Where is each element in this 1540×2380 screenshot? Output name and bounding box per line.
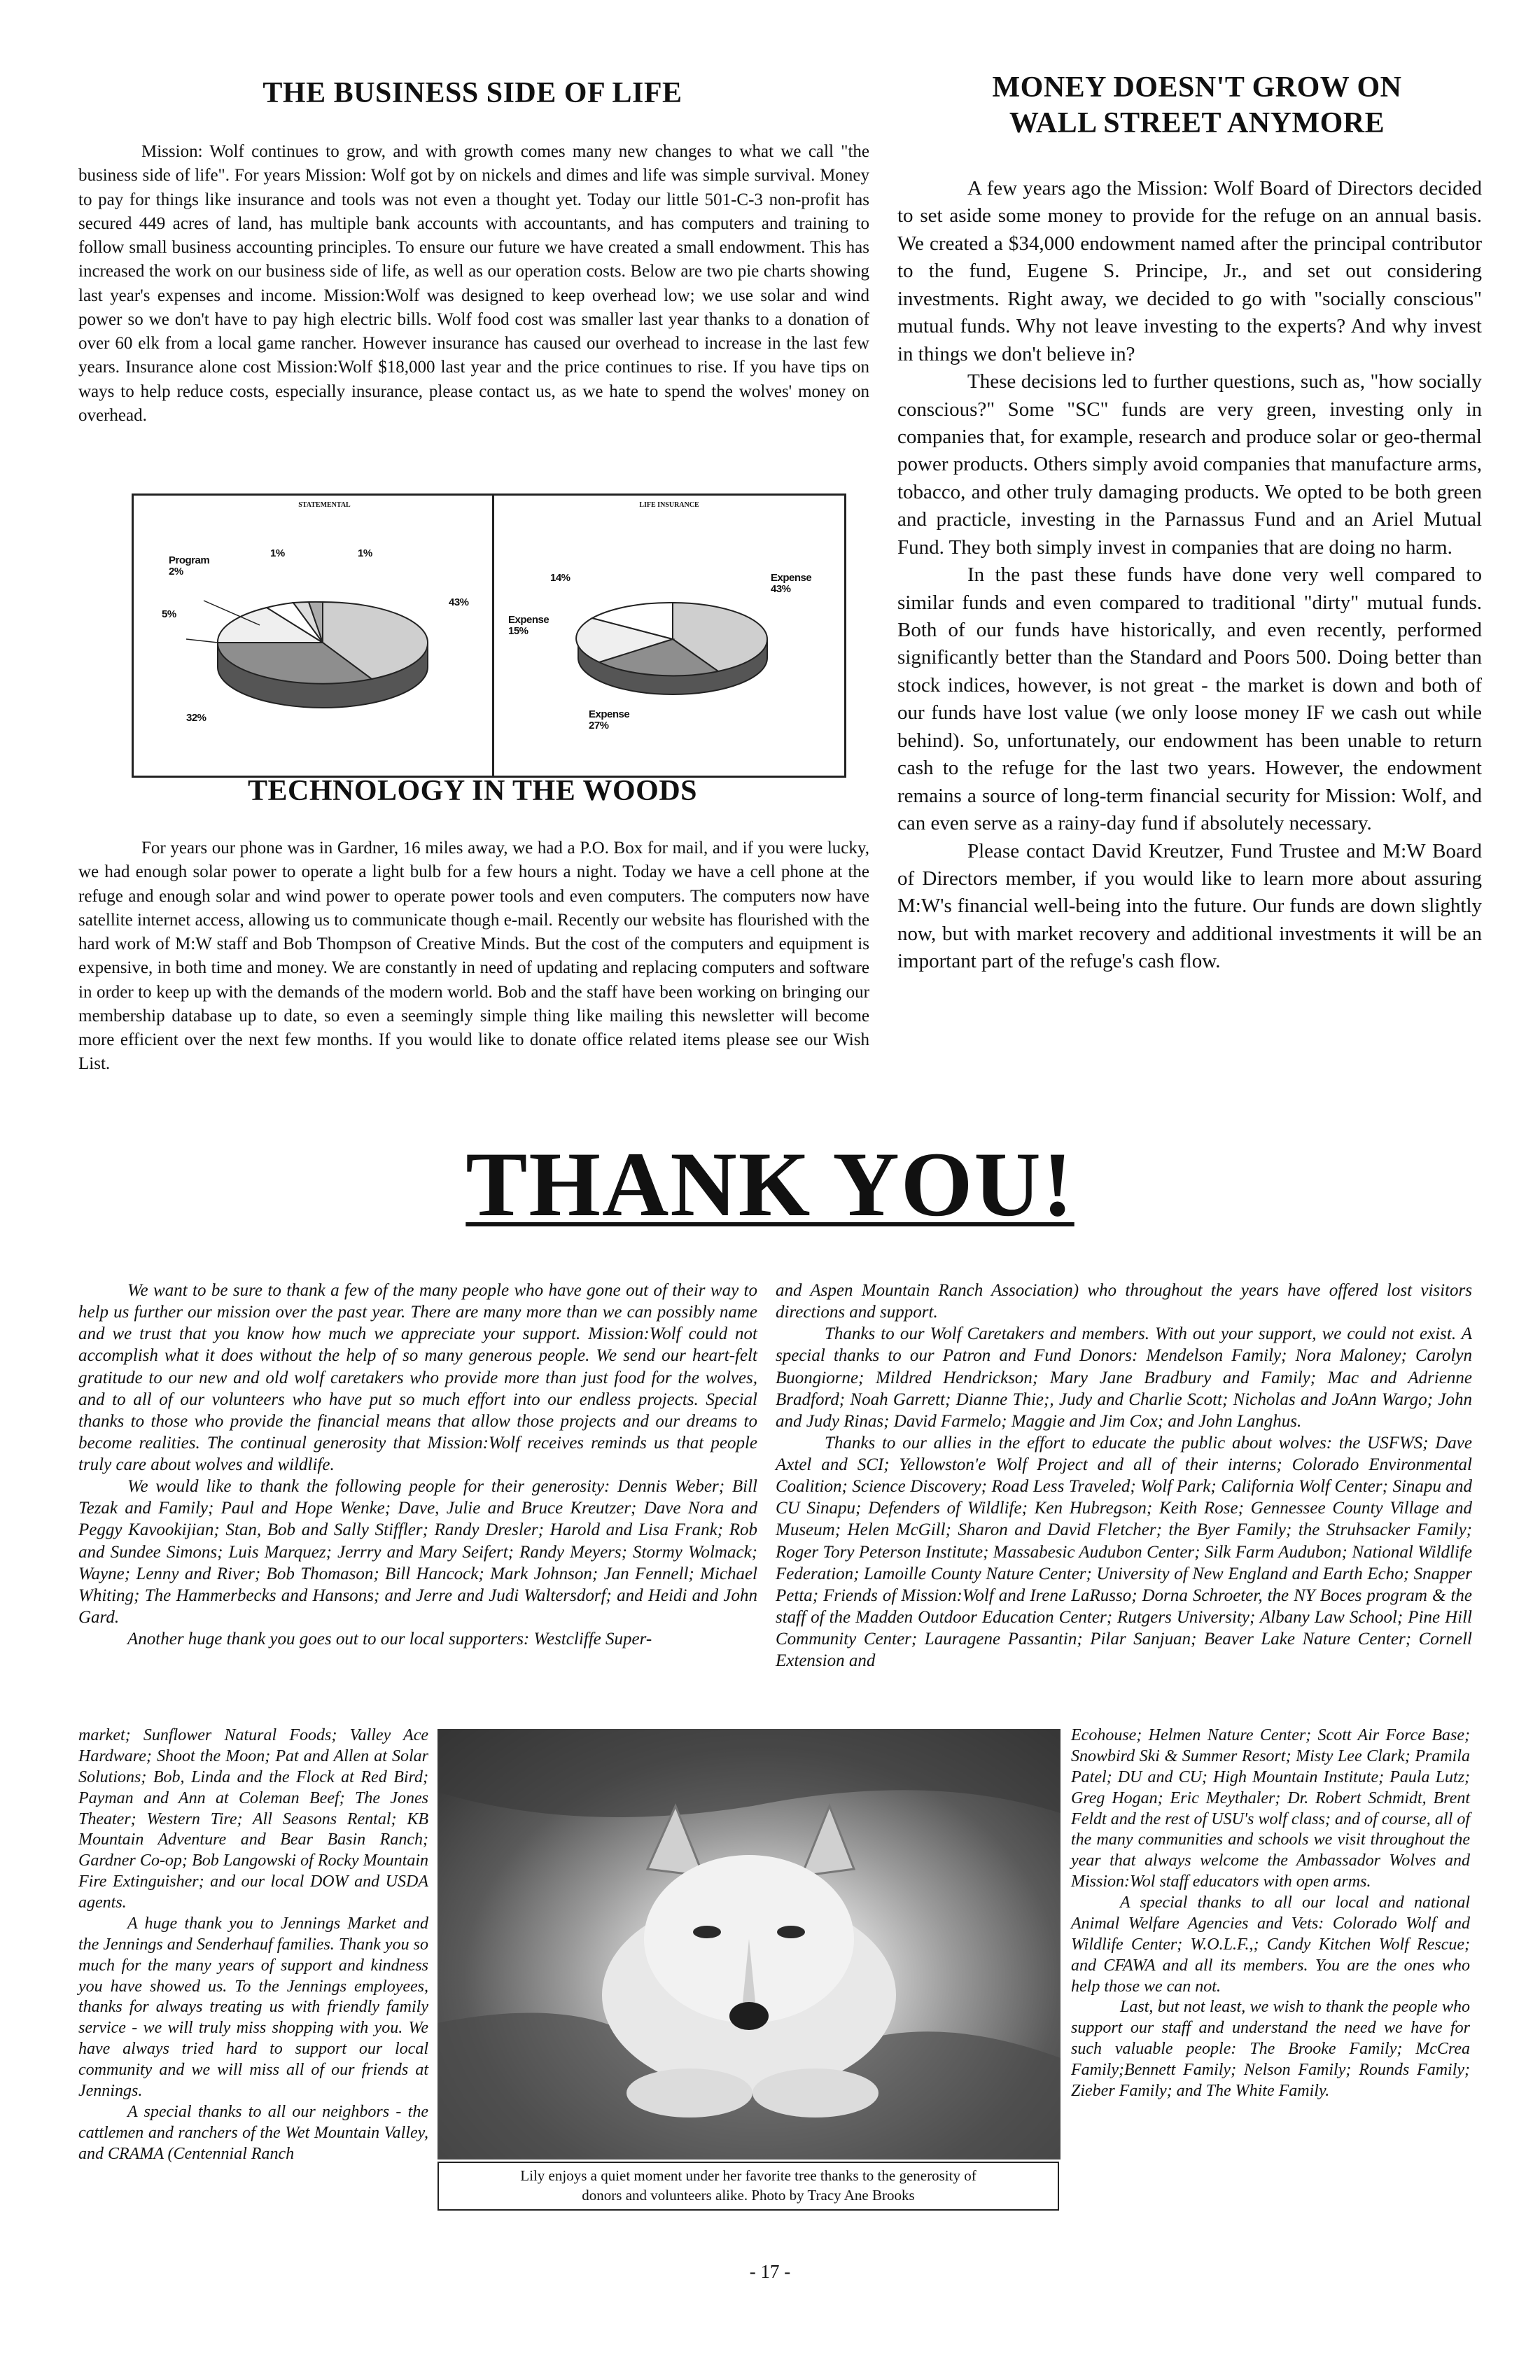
thanks-right-p1: Thanks to our Wolf Caretakers and members. With out your support, we could not exist. A special thanks to our Patron and Fund Donors: Mendelson Family; Nora Maloney; Carolyn Buongiorne; Mildred Hendrickson; Mary Jane Bradbury and Family; Mac and Adrienne Bradford; Noah Garrett; Dianne Thie;, Judy and Charlie Scott; Nicholas and JoAnn Wargo; John and Judy Rinas; David Farmelo; Maggie and Jim Cox; and John Langhus. xyxy=(776,1324,1472,1431)
money-p2: These decisions led to further questions, such as, "how socially conscious?" Some "SC" funds are very green, investing only in companies that, for example, research and produce solar or geo-thermal power products. Others simply avoid companies that manufacture arms, tobacco, and other truly damaging products. We opted to be both green and practicle, investing in the Parnassus Fund and an Ariel Mutual Fund. They both simply invest in companies that are doing no harm. xyxy=(897,370,1482,559)
business-article xyxy=(78,140,869,428)
money-title-line1: MONEY DOESN'T GROW ON xyxy=(992,71,1402,104)
wolf-photo xyxy=(438,1729,1060,2160)
income-chart-title: LIFE INSURANCE xyxy=(639,501,699,509)
expenses-label-program: Program 2% xyxy=(169,554,210,578)
expenses-label-1b: 1% xyxy=(358,547,372,559)
technology-title: TECHNOLOGY IN THE WOODS xyxy=(247,775,698,807)
page-number: - 17 - xyxy=(749,2261,791,2282)
thank-you-heading xyxy=(350,1130,1190,1238)
thanks-left-narrow-column xyxy=(78,1726,428,2164)
thanks-left-p5: A special thanks to all our neighbors - the cattlemen and ranchers of the Wet Mountain Valley, and CRAMA (Centennial Ranch xyxy=(78,2102,428,2163)
business-title: THE BUSINESS SIDE OF LIFE xyxy=(262,77,682,109)
income-label-15: Expense 15% xyxy=(508,614,550,637)
income-label-27: Expense 27% xyxy=(589,708,630,732)
expenses-pie-svg xyxy=(134,496,515,776)
money-p1: A few years ago the Mission: Wolf Board of Directors decided to set aside some money to provide for the refuge on an annual basis. We created a $34,000 endowment named after the principal contributor to the fund, Eugene S. Principe, Jr., and set out considering investments. Right away, we decided to go with "socially conscious" mutual funds. Why not leave investing to the experts? And why invest in things we don't believe in? xyxy=(897,177,1482,365)
money-title xyxy=(889,70,1505,141)
expenses-label-32: 32% xyxy=(186,712,206,724)
photo-caption-line2: donors and volunteers alike. Photo by Tracy Ane Brooks xyxy=(582,2187,915,2204)
money-article xyxy=(897,175,1482,976)
expenses-chart-title: STATEMENTAL xyxy=(298,501,351,509)
expenses-label-1a: 1% xyxy=(270,547,285,559)
thanks-right-p3: A special thanks to all our local and national Animal Welfare Agencies and Vets: Colorado Wolf and Wildlife Center; W.O.L.F.,; Candy Kitchen Wolf Rescue; and CFAWA and all its members. You are the ones who help those we can not. xyxy=(1071,1893,1470,1996)
thanks-right-p2-wide: Thanks to our allies in the effort to educate the public about wolves: the USFWS; Dave Axtel and SCI; Yellowston'e Wolf Project and all of their interns; Colorado Environmental Coalition; Science Discovery; Road Less Traveled; Wolf Park; California Wolf Center; Sinapu and CU Sinapu; Defenders of Wildlife; Ken Hubregson; Keith Rose; Gennessee County Village and Museum; Helen McGill; Sharon and David Fletcher; the Byer Family; the Struhsacker Family; Roger Tory Peterson Institute; Massabesic Audubon Center; Silk Farm Audubon; National Wildlife Federation; Lamoille County Nature Center; University of New England and Earth Echo; Snapper Petta; Friends of Mission:Wolf and Irene LaRusso; Dorna Schroeter, the NY Boces program & the staff of the Madden Outdoor Education Center; Rutgers University; Albany Law School; Pine Hill Community Center; Lauragene Passantin; Pilar Sanjuan; Beaver Lake Nature Center; Cornell Extension and xyxy=(776,1433,1472,1671)
technology-article xyxy=(78,836,869,1077)
wolf-illustration xyxy=(438,1729,1060,2160)
expenses-pie-chart xyxy=(132,493,517,778)
expenses-label-43: 43% xyxy=(449,596,469,608)
thank-you-title: THANK YOU! xyxy=(465,1133,1074,1236)
money-p4: Please contact David Kreutzer, Fund Trustee and M:W Board of Directors member, if you would like to learn more about assuring M:W's financial well-being into the future. Our funds are down slightly now, but with market recovery and additional investments it will be an important part of the refuge's cash flow. xyxy=(897,839,1482,973)
expenses-label-5: 5% xyxy=(162,608,176,620)
money-p3: In the past these funds have done very well compared to similar funds and even compared to traditional "dirty" mutual funds. Both of our funds have historically, and even recently, performed significantly better than the Standard and Poors 500. Doing better than stock indices, however, is not great - the market is down and both of our funds have lost value (we only loose money IF we cash out while behind). So, unfortunately, our endowment has been unable to return cash to the refuge for the last two years. However, the endowment remains a source of long-term financial security for Mission: Wolf, and can even serve as a rainy-day fund if absolutely necessary. xyxy=(897,564,1482,835)
thanks-right-p4: Last, but not least, we wish to thank the people who support our staff and understand the need we have for such valuable people: The Brooke Family; McCrea Family;Bennett Family; Nelson Family; Rounds Family; Zieber Family; and The White Family. xyxy=(1071,1998,1470,2100)
thanks-left-p4: A huge thank you to Jennings Market and the Jennings and Senderhauf families. Thank you so much for the many years of support and kindness you have showed us. To the Jennings employees, thanks for always treating us with friendly family service - we will truly miss shopping with you. We have always tried hard to support our local community and we will miss all of our friends at Jennings. xyxy=(78,1914,428,2100)
photo-caption-box xyxy=(438,2162,1059,2211)
thanks-right-narrow-column xyxy=(1071,1726,1470,2102)
thanks-left-column xyxy=(78,1280,757,1650)
photo-caption-line1: Lily enjoys a quiet moment under her favorite tree thanks to the generosity of xyxy=(520,2167,976,2184)
income-label-14: 14% xyxy=(550,572,570,584)
money-title-line2: WALL STREET ANYMORE xyxy=(1009,107,1385,140)
income-pie-chart xyxy=(492,493,846,778)
thanks-right-p0: and Aspen Mountain Ranch Association) who throughout the years have offered lost visitors directions and support. xyxy=(776,1281,1472,1322)
thanks-left-p1: We want to be sure to thank a few of the many people who have gone out of their way to help us further our mission over the past year. There are many more than we can possibly name and we trust that you know how much we appreciate your support. Mission:Wolf could not accomplish what it does without the help of so many generous people. We send our heart-felt gratitude to our new and old wolf caretakers who provide more than just food for the wolves, and to all of our volunteers who have put so much effort into our endless projects. Special thanks to those who provide the financial means that allow those projects and our dreams to become realities. The continual generosity that Mission:Wolf receives reminds us that people truly care about wolves and wildlife. xyxy=(78,1281,757,1474)
thanks-left-p3-wide: Another huge thank you goes out to our local supporters: Westcliffe Super- xyxy=(127,1630,652,1648)
thanks-left-p3-narrow: market; Sunflower Natural Foods; Valley Ace Hardware; Shoot the Moon; Pat and Allen at Solar Solutions; Bob, Linda and the Flock at Red Bird; Payman and Ann at Coleman Beef; The Jones Theater; Western Tire; All Seasons Rental; KB Mountain Adventure and Bear Basin Ranch; Gardner Co-op; Bob Langowski of Rocky Mountain Fire Extinguisher; and our local DOW and USDA agents. xyxy=(78,1726,428,1912)
thanks-right-column xyxy=(776,1280,1472,1672)
thanks-left-p2: We would like to thank the following people for their generosity: Dennis Weber; Bill Tezak and Family; Paul and Hope Wenke; Dave, Julie and Bruce Kreutzer; Dave Nora and Peggy Kavookijian; Stan, Bob and Sally Stiffler; Randy Dresler; Harold and Lisa Frank; Rob and Sundee Simons; Luis Marquez; Jerrry and Mary Seifert; Randy Meyers; Stormy Wolmack; Wayne; Lenny and River; Bob Thomason; Bill Hancock; Mark Johnson; Jan Fennell; Michael Whiting; The Hammerbecks and Hansons; and Jerre and Judi Waltersdorf; and Heidi and John Gard. xyxy=(78,1477,757,1627)
income-label-43: Expense 43% xyxy=(771,572,812,595)
business-body: Mission: Wolf continues to grow, and with growth comes many new changes to what we call "the business side of life". For years Mission: Wolf got by on nickels and dimes and life was simple survival. Money to pay for things like insurance and tools was not even a thought yet. Today our little 501-C-3 non-profit has secured 449 acres of land, has multiple bank accounts with accountants, and has computers and training to follow small business accounting principles. To ensure our future we have created a small endowment. This has increased the work on our business side of life, as well as our operation costs. Below are two pie charts showing last year's expenses and income. Mission:Wolf was designed to keep overhead low; we use solar and wind power so we don't have to pay high electric bills. Wolf food cost was smaller last year thanks to a donation of over 60 elk from a local game rancher. However insurance has caused our overhead to increase in the last few years. Insurance alone cost Mission:Wolf $18,000 last year and the price continues to rise. If you have tips on ways to help reduce costs, especially insurance, please contact us, as we hate to spend the wolves' money on overhead. xyxy=(78,142,869,425)
technology-body: For years our phone was in Gardner, 16 miles away, we had a P.O. Box for mail, and if you were lucky, we had enough solar power to operate a light bulb for a few hours a night. Today we have a cell phone at the refuge and enough solar and wind power to operate power tools and even computers. The computers now have satellite internet access, allowing us to communicate though e-mail. Recently our website has flourished with the hard work of M:W staff and Bob Thompson of Creative Minds. But the cost of the computers and equipment is expensive, in both time and money. We are constantly in need of updating and replacing computers and software in order to keep up with the demands of the modern world. Bob and the staff have been working on bringing our membership database up to date, so even a seemingly simple thing like mailing this newsletter will become more efficient over the next few months. If you would like to donate office related items please see our Wish List. xyxy=(78,839,869,1074)
thanks-right-p2-narrow: Ecohouse; Helmen Nature Center; Scott Air Force Base; Snowbird Ski & Summer Resort; Misty Lee Clark; Pramila Patel; DU and CU; High Mountain Institute; Paula Lutz; Greg Hogan; Eric Meythaler; Dr. Robert Schmidt, Brent Feldt and the rest of USU's wolf class; and of course, all of the many communities and schools we visit throughout the year that always welcome the Ambassador Wolves and Mission:Wol staff educators with open arms. xyxy=(1071,1726,1470,1891)
